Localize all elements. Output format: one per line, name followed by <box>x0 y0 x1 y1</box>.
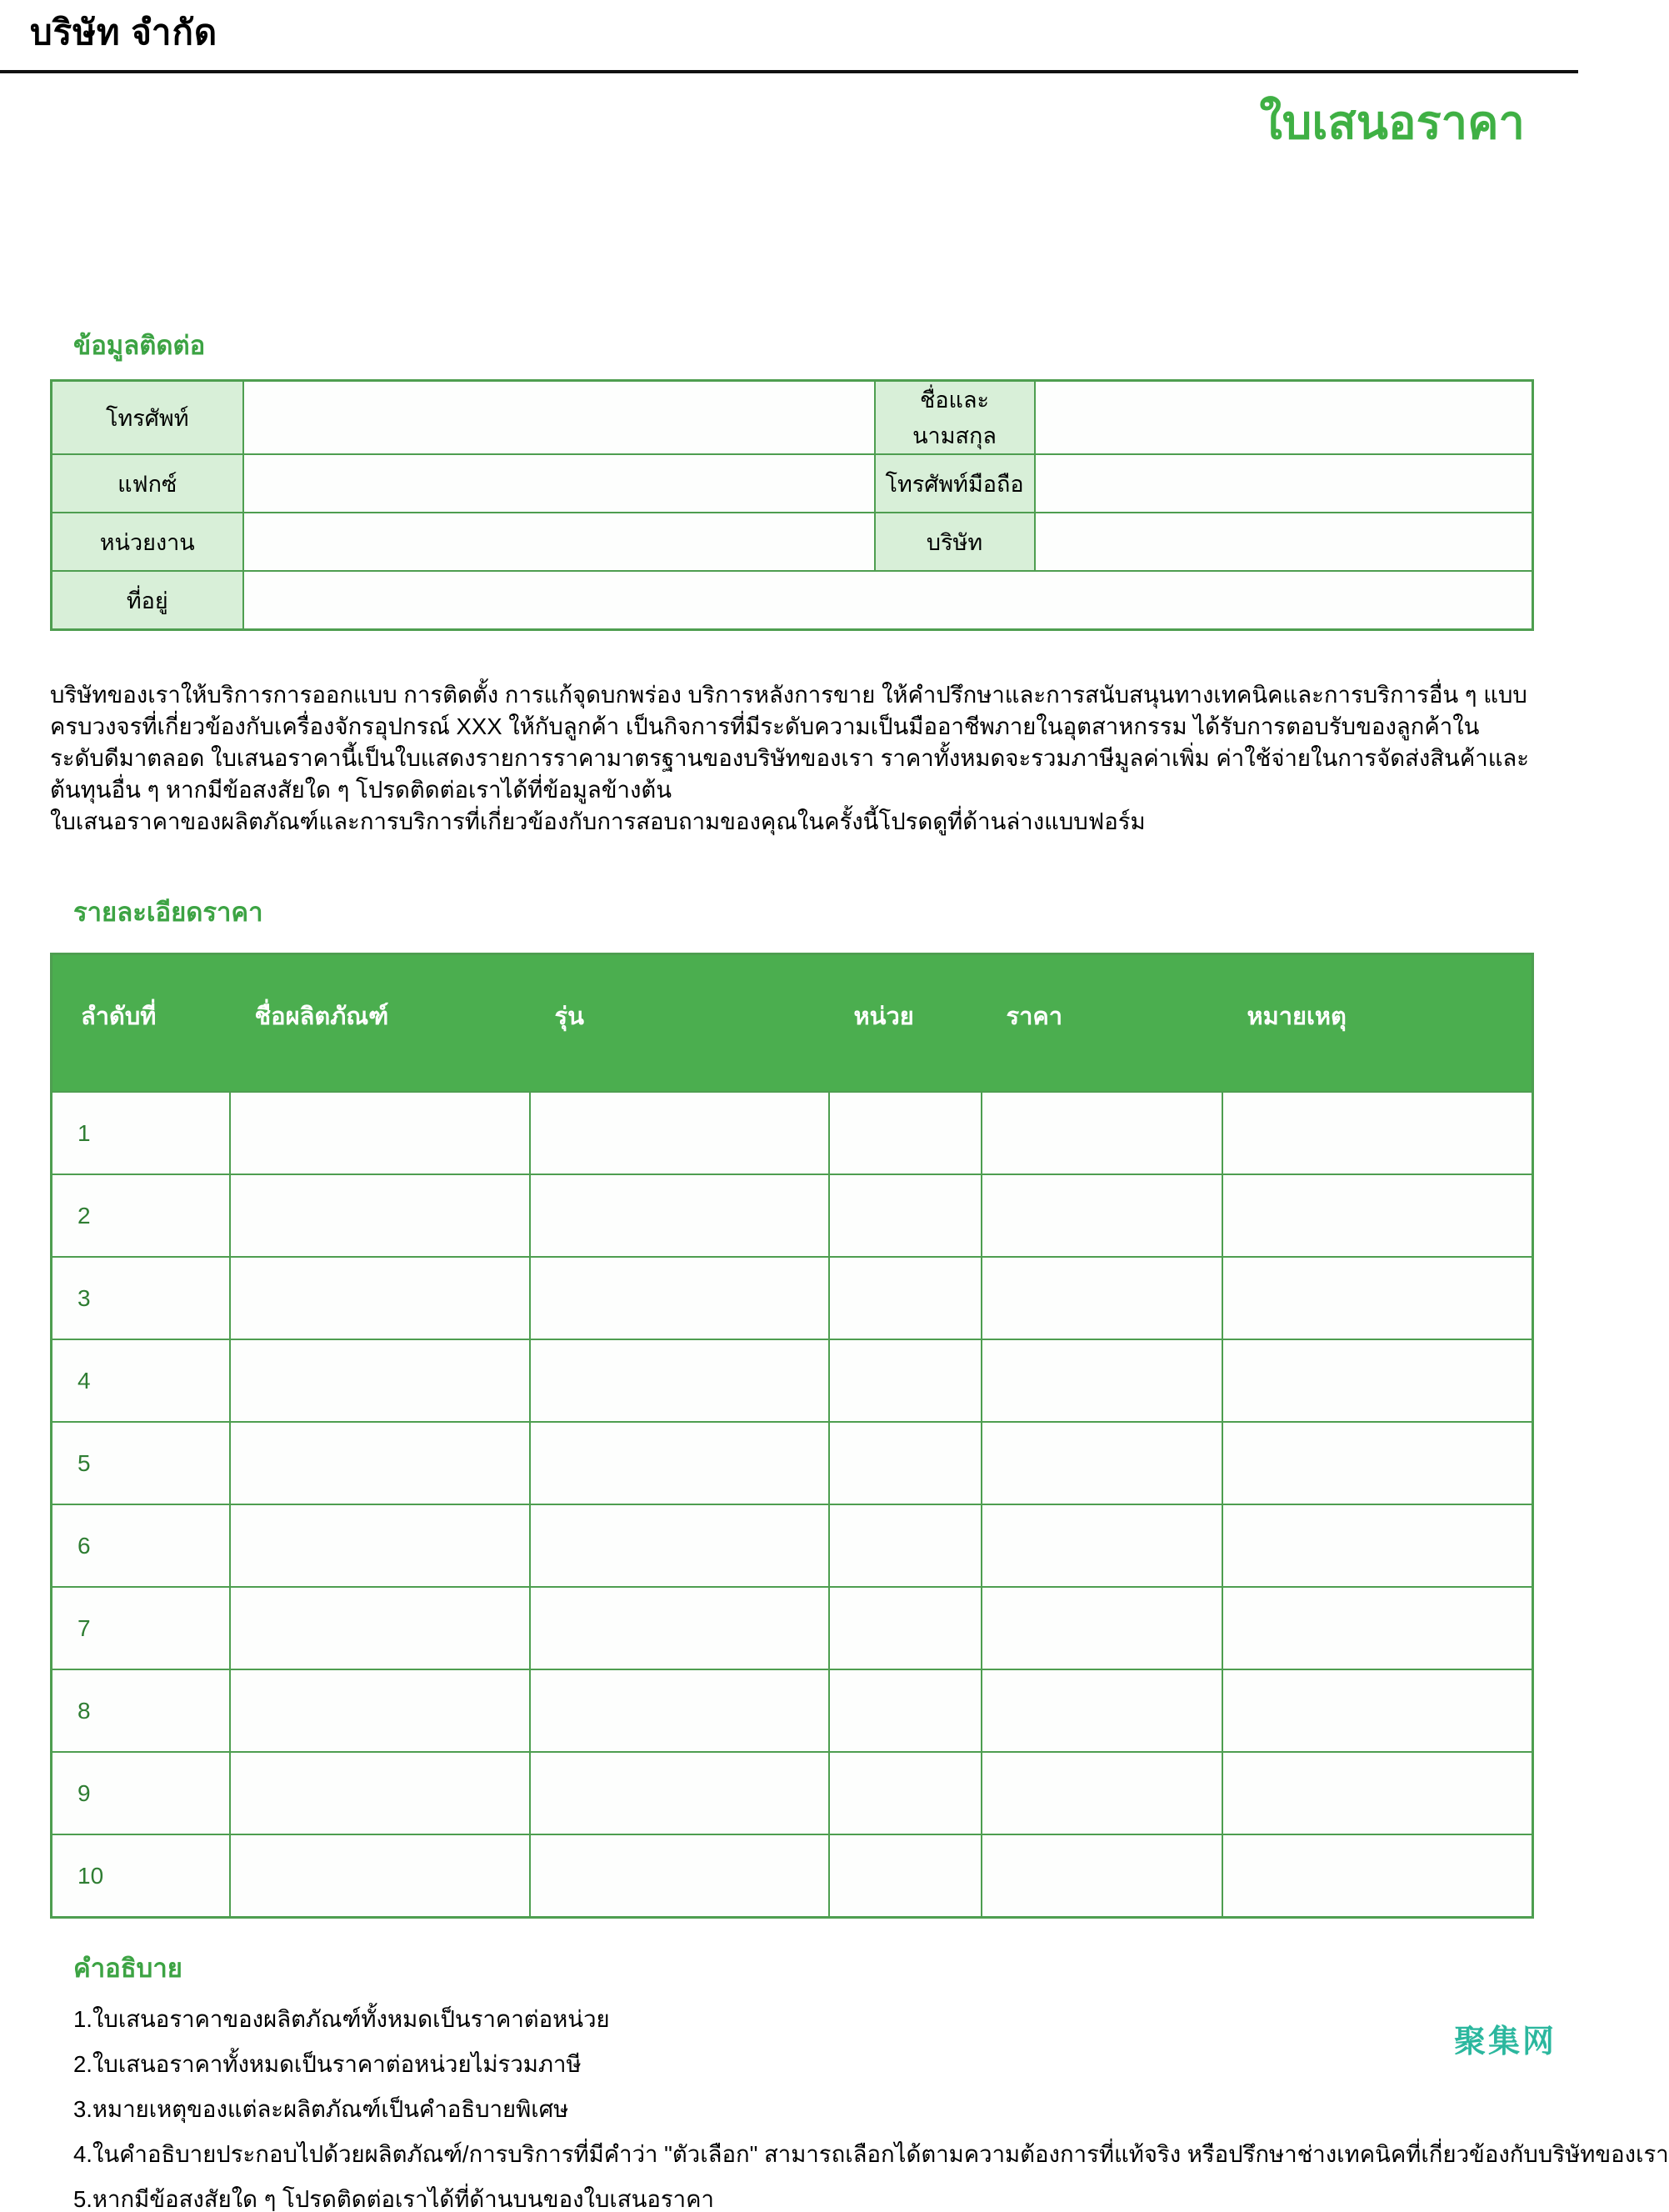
notes-section-heading: คำอธิบาย <box>73 1954 182 1983</box>
notes-cell[interactable] <box>1222 1834 1533 1918</box>
notes-cell[interactable] <box>1222 1669 1533 1752</box>
note-item-2: 2.ใบเสนอราคาทั้งหมดเป็นราคาต่อหน่วยไม่รวมภาษี <box>73 2051 582 2077</box>
notes-cell[interactable] <box>1222 1587 1533 1669</box>
model-cell[interactable] <box>530 1257 829 1339</box>
price-cell[interactable] <box>982 1174 1222 1257</box>
price-table <box>50 953 1534 1919</box>
address-value[interactable] <box>243 571 1533 630</box>
col-header-product: ชื่อผลิตภัณฑ์ <box>230 954 530 1093</box>
col-header-unit: หน่วย <box>829 954 982 1093</box>
price-row-2 <box>52 1174 1533 1257</box>
price-cell[interactable] <box>982 1587 1222 1669</box>
name-value[interactable] <box>1035 381 1533 455</box>
price-cell[interactable] <box>982 1834 1222 1918</box>
notes-cell[interactable] <box>1222 1752 1533 1834</box>
header-divider <box>0 70 1578 73</box>
intro-paragraph-1: บริษัทของเราให้บริการการออกแบบ การติดตั้ง การแก้จุดบกพร่อง บริการหลังการขาย ให้คำปรึกษาและการสนับสนุนทางเทคนิคและการบริการอื่น ๆ แบบครบวงจรที่เกี่ยวข้องกับเครื่องจักรอุปกรณ์ XXX ให้กับลูกค้า เป็นกิจการที่มีระดับความเป็นมืออาชีพภายในอุตสาหกรรม ได้รับการตอบรับของลูกค้าในระดับดีมาตลอด ใบเสนอราคานี้เป็นใบแสดงรายการราคามาตรฐานของบริษัทของเรา ราคาทั้งหมดจะรวมภาษีมูลค่าเพิ่ม ค่าใช้จ่ายในการจัดส่งสินค้าและต้นทุนอื่น ๆ หากมีข้อสงสัยใด ๆ โปรดติดต่อเราได้ที่ข้อมูลข้างต้น <box>50 682 1530 803</box>
unit-cell[interactable] <box>829 1834 982 1918</box>
unit-cell[interactable] <box>829 1339 982 1422</box>
company-title: บริษัท จำกัด <box>30 13 218 52</box>
price-cell[interactable] <box>982 1092 1222 1174</box>
contact-row-4 <box>52 571 1533 630</box>
row-number: 9 <box>52 1752 230 1834</box>
col-header-no: ลำดับที่ <box>52 954 230 1093</box>
product-name-cell[interactable] <box>230 1587 530 1669</box>
model-cell[interactable] <box>530 1669 829 1752</box>
price-row-3 <box>52 1257 1533 1339</box>
model-cell[interactable] <box>530 1752 829 1834</box>
price-row-1 <box>52 1092 1533 1174</box>
row-number: 2 <box>52 1174 230 1257</box>
product-name-cell[interactable] <box>230 1257 530 1339</box>
price-cell[interactable] <box>982 1257 1222 1339</box>
price-row-4 <box>52 1339 1533 1422</box>
product-name-cell[interactable] <box>230 1504 530 1587</box>
col-header-price: ราคา <box>982 954 1222 1093</box>
note-item-1: 1.ใบเสนอราคาของผลิตภัณฑ์ทั้งหมดเป็นราคาต่อหน่วย <box>73 2006 610 2032</box>
row-number: 10 <box>52 1834 230 1918</box>
department-label: หน่วยงาน <box>52 513 243 571</box>
note-item-3: 3.หมายเหตุของแต่ละผลิตภัณฑ์เป็นคำอธิบายพิเศษ <box>73 2096 569 2122</box>
note-item-4: 4.ในคำอธิบายประกอบไปด้วยผลิตภัณฑ์/การบริการที่มีคำว่า "ตัวเลือก" สามารถเลือกได้ตามความต้องการที่แท้จริง หรือปรึกษาช่างเทคนิคที่เกี่ยวข้องกับบริษัทของเรา <box>73 2141 1669 2167</box>
price-section-heading: รายละเอียดราคา <box>73 898 263 927</box>
price-cell[interactable] <box>982 1669 1222 1752</box>
price-row-5 <box>52 1422 1533 1504</box>
contact-section-heading: ข้อมูลติดต่อ <box>73 331 206 360</box>
notes-cell[interactable] <box>1222 1504 1533 1587</box>
name-label: ชื่อและนามสกุล <box>875 381 1035 455</box>
fax-label: แฟกซ์ <box>52 454 243 513</box>
product-name-cell[interactable] <box>230 1339 530 1422</box>
price-row-10 <box>52 1834 1533 1918</box>
notes-cell[interactable] <box>1222 1339 1533 1422</box>
col-header-notes: หมายเหตุ <box>1222 954 1533 1093</box>
model-cell[interactable] <box>530 1339 829 1422</box>
price-cell[interactable] <box>982 1504 1222 1587</box>
price-cell[interactable] <box>982 1339 1222 1422</box>
model-cell[interactable] <box>530 1504 829 1587</box>
mobile-value[interactable] <box>1035 454 1533 513</box>
address-label: ที่อยู่ <box>52 571 243 630</box>
notes-cell[interactable] <box>1222 1422 1533 1504</box>
contact-row-3 <box>52 513 1533 571</box>
unit-cell[interactable] <box>829 1669 982 1752</box>
price-cell[interactable] <box>982 1422 1222 1504</box>
product-name-cell[interactable] <box>230 1752 530 1834</box>
model-cell[interactable] <box>530 1174 829 1257</box>
intro-paragraph-2: ใบเสนอราคาของผลิตภัณฑ์และการบริการที่เกี่ยวข้องกับการสอบถามของคุณในครั้งนี้โปรดดูที่ด้านล่างแบบฟอร์ม <box>50 808 1146 834</box>
price-cell[interactable] <box>982 1752 1222 1834</box>
unit-cell[interactable] <box>829 1752 982 1834</box>
product-name-cell[interactable] <box>230 1834 530 1918</box>
model-cell[interactable] <box>530 1587 829 1669</box>
fax-value[interactable] <box>243 454 875 513</box>
col-header-model: รุ่น <box>530 954 829 1093</box>
unit-cell[interactable] <box>829 1092 982 1174</box>
row-number: 5 <box>52 1422 230 1504</box>
price-row-7 <box>52 1587 1533 1669</box>
contact-row-1 <box>52 381 1533 455</box>
row-number: 8 <box>52 1669 230 1752</box>
company-label: บริษัท <box>875 513 1035 571</box>
unit-cell[interactable] <box>829 1587 982 1669</box>
contact-table <box>50 379 1534 631</box>
contact-row-2 <box>52 454 1533 513</box>
unit-cell[interactable] <box>829 1174 982 1257</box>
price-row-9 <box>52 1752 1533 1834</box>
unit-cell[interactable] <box>829 1504 982 1587</box>
doc-title: ใบเสนอราคา <box>1259 96 1525 148</box>
notes-cell[interactable] <box>1222 1174 1533 1257</box>
row-number: 6 <box>52 1504 230 1587</box>
notes-cell[interactable] <box>1222 1257 1533 1339</box>
model-cell[interactable] <box>530 1834 829 1918</box>
price-row-6 <box>52 1504 1533 1587</box>
notes-list <box>73 2006 1669 2212</box>
intro-text <box>50 679 1532 838</box>
row-number: 3 <box>52 1257 230 1339</box>
company-value[interactable] <box>1035 513 1533 571</box>
product-name-cell[interactable] <box>230 1422 530 1504</box>
unit-cell[interactable] <box>829 1422 982 1504</box>
product-name-cell[interactable] <box>230 1174 530 1257</box>
row-number: 4 <box>52 1339 230 1422</box>
unit-cell[interactable] <box>829 1257 982 1339</box>
product-name-cell[interactable] <box>230 1669 530 1752</box>
department-value[interactable] <box>243 513 875 571</box>
price-row-8 <box>52 1669 1533 1752</box>
model-cell[interactable] <box>530 1422 829 1504</box>
watermark: 聚集网 <box>1453 2024 1557 2059</box>
row-number: 7 <box>52 1587 230 1669</box>
mobile-label: โทรศัพท์มือถือ <box>875 454 1035 513</box>
phone-value[interactable] <box>243 381 875 455</box>
model-cell[interactable] <box>530 1092 829 1174</box>
row-number: 1 <box>52 1092 230 1174</box>
price-header-row <box>52 954 1533 1093</box>
note-item-5: 5.หากมีข้อสงสัยใด ๆ โปรดติดต่อเราได้ที่ด้านบนของใบเสนอราคา <box>73 2186 714 2212</box>
phone-label: โทรศัพท์ <box>52 381 243 455</box>
product-name-cell[interactable] <box>230 1092 530 1174</box>
notes-cell[interactable] <box>1222 1092 1533 1174</box>
